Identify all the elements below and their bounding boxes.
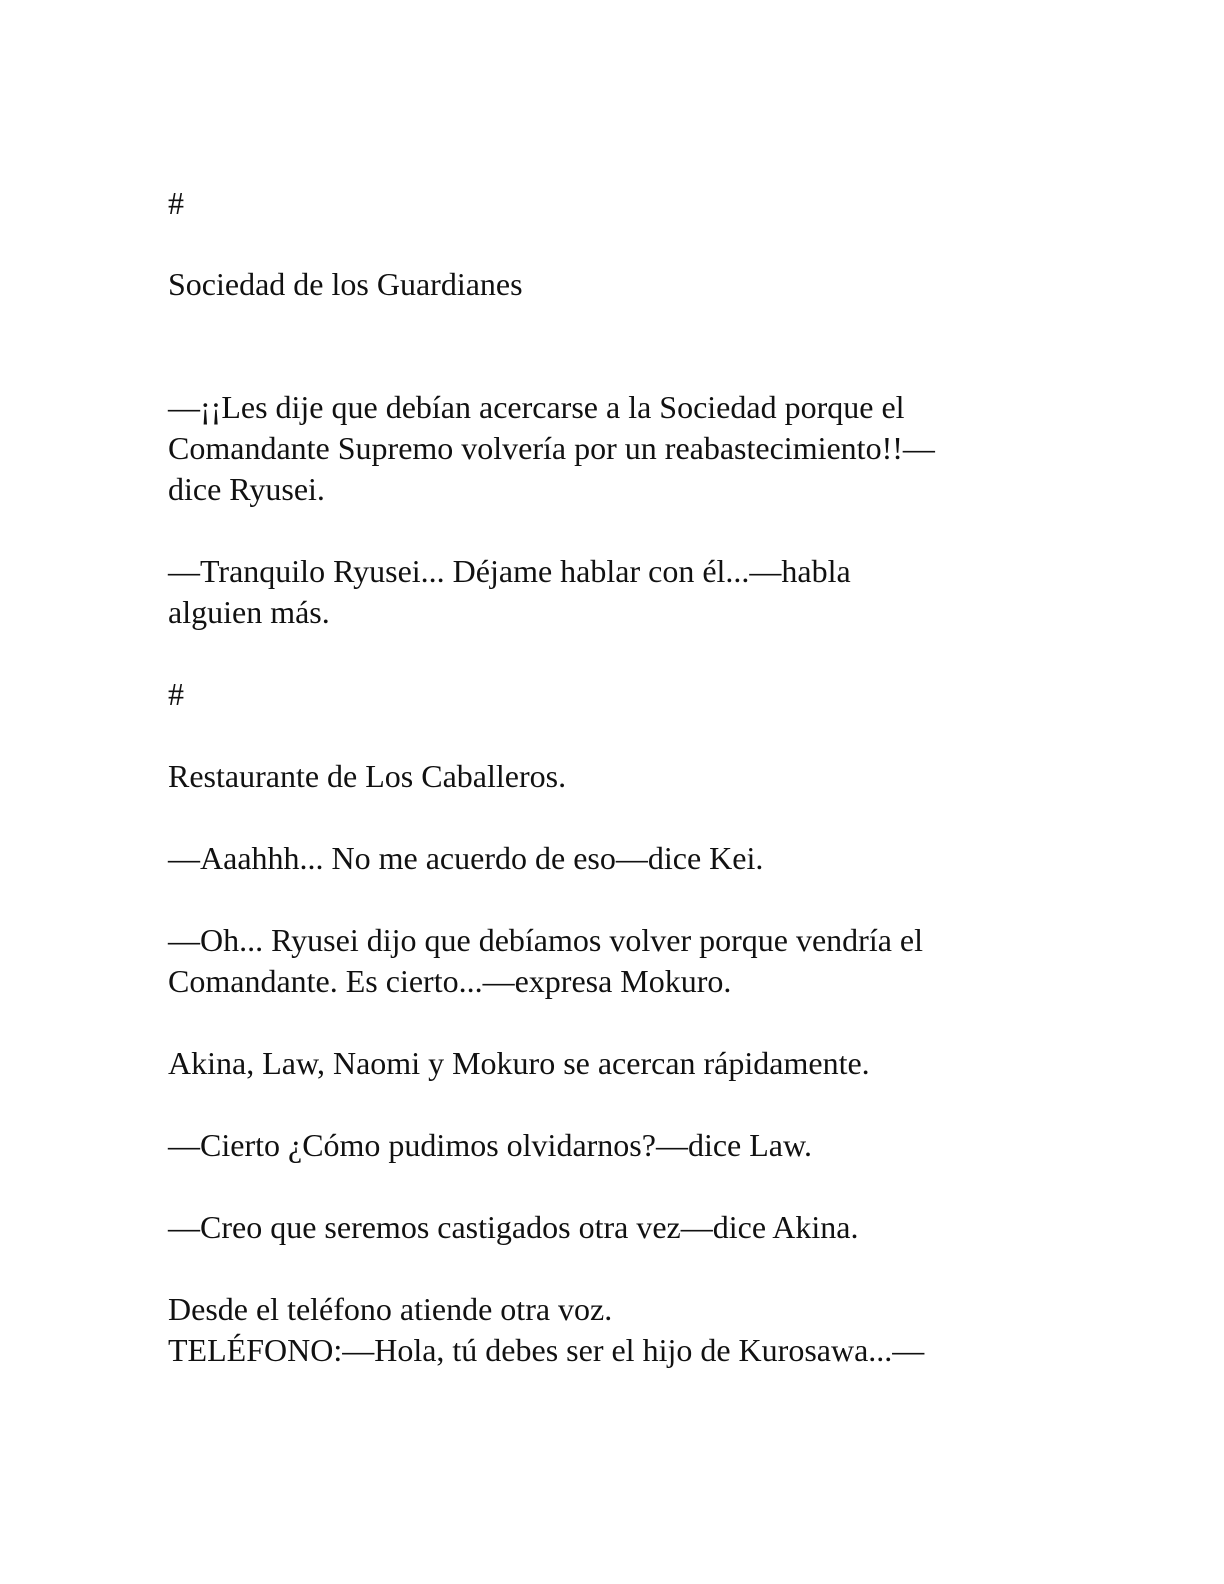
dialogue-line: —Aaahhh... No me acuerdo de eso—dice Kei. [168, 840, 764, 876]
scene-heading: Sociedad de los Guardianes [168, 266, 523, 302]
narration-line: Akina, Law, Naomi y Mokuro se acercan rápidamente. [168, 1045, 870, 1081]
dialogue-line: —Creo que seremos castigados otra vez—dice Akina. [168, 1209, 859, 1245]
narration-line: Desde el teléfono atiende otra voz. [168, 1291, 613, 1327]
dialogue-line: —Tranquilo Ryusei... Déjame hablar con él...—habla [168, 553, 851, 589]
dialogue-line: Comandante Supremo volvería por un reabastecimiento!!— [168, 430, 935, 466]
scene-break-marker: # [168, 185, 184, 221]
dialogue-line: —Oh... Ryusei dijo que debíamos volver porque vendría el [168, 922, 923, 958]
scene-break-marker: # [168, 676, 184, 712]
scene-heading: Restaurante de Los Caballeros. [168, 758, 567, 794]
dialogue-line: —Cierto ¿Cómo pudimos olvidarnos?—dice Law. [168, 1127, 813, 1163]
dialogue-line: —¡¡Les dije que debían acercarse a la Sociedad porque el [168, 389, 905, 425]
dialogue-line: Comandante. Es cierto...—expresa Mokuro. [168, 963, 732, 999]
dialogue-line: alguien más. [168, 594, 330, 630]
dialogue-line: TELÉFONO:—Hola, tú debes ser el hijo de Kurosawa...— [168, 1332, 925, 1368]
dialogue-line: dice Ryusei. [168, 471, 325, 507]
